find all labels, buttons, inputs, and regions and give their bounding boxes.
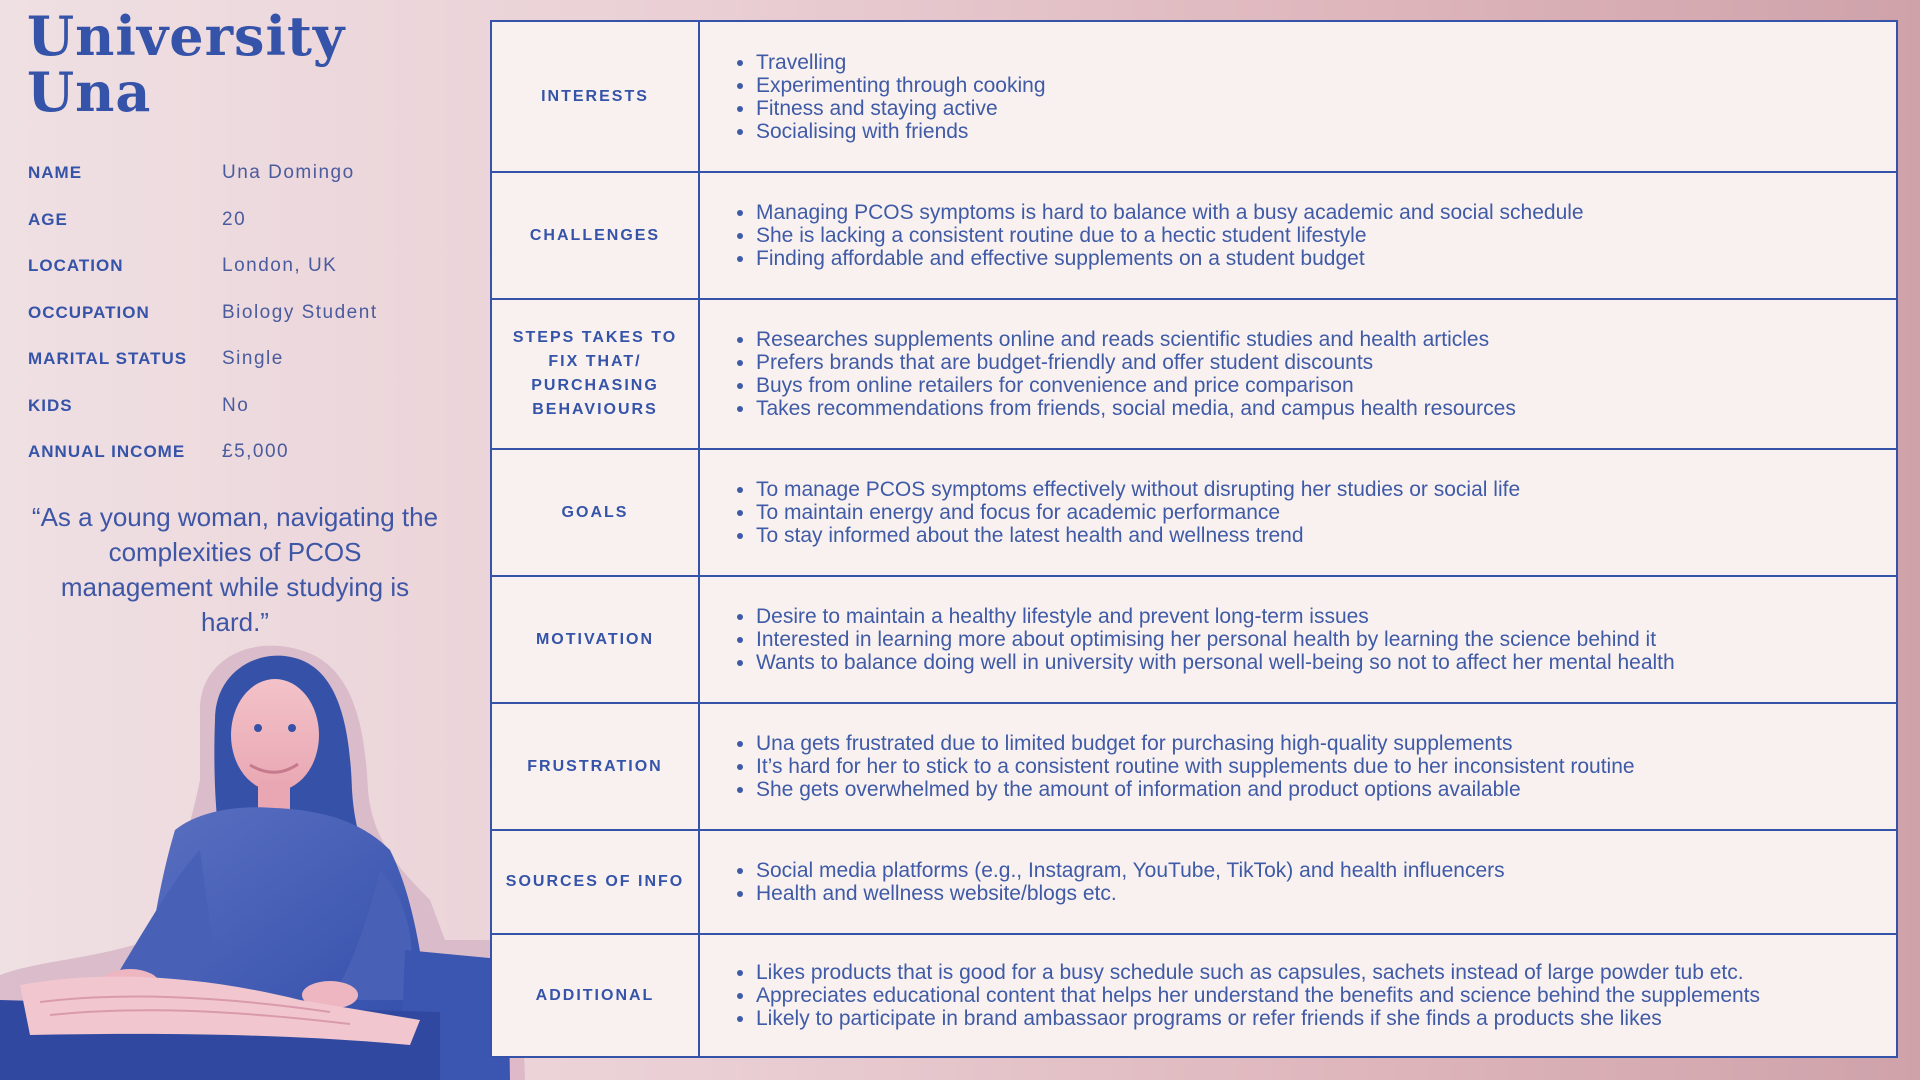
section-content-interests — [699, 22, 1896, 172]
list-item: • Experimenting through cooking — [756, 74, 1874, 97]
list-item: • Takes recommendations from friends, social media, and campus health resources — [756, 397, 1874, 420]
profile-label: AGE — [28, 209, 68, 229]
section-content-sources-of-info — [699, 830, 1896, 934]
list-item: • Social media platforms (e.g., Instagram, YouTube, TikTok) and health influencers — [756, 859, 1874, 882]
list-item: • Desire to maintain a healthy lifestyle and prevent long-term issues — [756, 605, 1874, 628]
profile-row-kids — [28, 383, 448, 430]
section-content-frustration — [699, 703, 1896, 830]
section-label-additional: ADDITIONAL — [492, 934, 699, 1056]
profile-row-marital-status — [28, 336, 448, 383]
persona-title-line-2: Una — [27, 60, 152, 124]
profile-label: KIDS — [28, 395, 73, 415]
list-item: • To stay informed about the latest health and wellness trend — [756, 524, 1874, 547]
table-row — [492, 299, 1896, 449]
profile-value: Biology Student — [222, 301, 378, 323]
section-label-goals: GOALS — [492, 449, 699, 576]
persona-title-line-1: University — [27, 4, 346, 68]
profile-value: No — [222, 394, 250, 416]
list-item: • It’s hard for her to stick to a consistent routine with supplements due to her inconsistent routine — [756, 755, 1874, 778]
profile-label: LOCATION — [28, 256, 124, 276]
profile-row-location — [28, 243, 448, 290]
profile-value: Single — [222, 348, 284, 370]
list-item: • Likely to participate in brand ambassaor programs or refer friends if she finds a products she likes — [756, 1007, 1874, 1030]
profile-value: Una Domingo — [222, 162, 355, 184]
section-content-additional — [699, 934, 1896, 1056]
section-label-sources-of-info: SOURCES OF INFO — [492, 830, 699, 934]
list-item: • Researches supplements online and reads scientific studies and health articles — [756, 328, 1874, 351]
persona-photo — [0, 640, 530, 1080]
profile-row-name — [28, 150, 448, 197]
list-item: • Prefers brands that are budget-friendly and offer student discounts — [756, 351, 1874, 374]
section-content-goals — [699, 449, 1896, 576]
table-row — [492, 172, 1896, 299]
section-content-challenges — [699, 172, 1896, 299]
profile-row-annual-income — [28, 429, 448, 476]
list-item: • She is lacking a consistent routine due to a hectic student lifestyle — [756, 224, 1874, 247]
section-label-purchasing-behaviours: STEPS TAKES TO FIX THAT/ PURCHASING BEHAVIOURS — [492, 299, 699, 449]
list-item: • Buys from online retailers for convenience and price comparison — [756, 374, 1874, 397]
table-row — [492, 934, 1896, 1056]
table-row — [492, 22, 1896, 172]
table-row — [492, 830, 1896, 934]
section-label-frustration: FRUSTRATION — [492, 703, 699, 830]
table-row — [492, 576, 1896, 703]
section-label-challenges: CHALLENGES — [492, 172, 699, 299]
section-content-motivation — [699, 576, 1896, 703]
list-item: • She gets overwhelmed by the amount of information and product options available — [756, 778, 1874, 801]
persona-quote: “As a young woman, navigating the complexities of PCOS management while studying is hard.” — [31, 502, 439, 637]
persona-sidebar — [0, 0, 480, 1080]
section-label-interests: INTERESTS — [492, 22, 699, 172]
list-item: • Una gets frustrated due to limited budget for purchasing high-quality supplements — [756, 732, 1874, 755]
persona-table — [490, 20, 1898, 1058]
profile-label: ANNUAL INCOME — [28, 442, 186, 462]
list-item: • Managing PCOS symptoms is hard to balance with a busy academic and social schedule — [756, 201, 1874, 224]
list-item: • Appreciates educational content that helps her understand the benefits and science behind the supplements — [756, 984, 1874, 1007]
profile-details — [28, 150, 448, 476]
profile-value: London, UK — [222, 255, 338, 277]
profile-label: NAME — [28, 163, 83, 183]
list-item: • Health and wellness website/blogs etc. — [756, 882, 1874, 905]
list-item: • Likes products that is good for a busy schedule such as capsules, sachets instead of large powder tub etc. — [756, 961, 1874, 984]
table-row — [492, 703, 1896, 830]
profile-row-occupation — [28, 290, 448, 337]
list-item: • To manage PCOS symptoms effectively without disrupting her studies or social life — [756, 478, 1874, 501]
profile-value: 20 — [222, 208, 247, 230]
list-item: • Interested in learning more about optimising her personal health by learning the science behind it — [756, 628, 1874, 651]
profile-row-age — [28, 197, 448, 244]
list-item: • Wants to balance doing well in university with personal well-being so not to affect her mental health — [756, 651, 1874, 674]
table-row — [492, 449, 1896, 576]
list-item: • Socialising with friends — [756, 120, 1874, 143]
section-content-purchasing-behaviours — [699, 299, 1896, 449]
section-label-motivation: MOTIVATION — [492, 576, 699, 703]
list-item: • To maintain energy and focus for academic performance — [756, 501, 1874, 524]
list-item: • Finding affordable and effective supplements on a student budget — [756, 247, 1874, 270]
profile-value: £5,000 — [222, 441, 290, 463]
list-item: • Travelling — [756, 51, 1874, 74]
persona-title — [27, 4, 346, 124]
profile-label: OCCUPATION — [28, 302, 150, 322]
profile-label: MARITAL STATUS — [28, 349, 188, 369]
list-item: • Fitness and staying active — [756, 97, 1874, 120]
